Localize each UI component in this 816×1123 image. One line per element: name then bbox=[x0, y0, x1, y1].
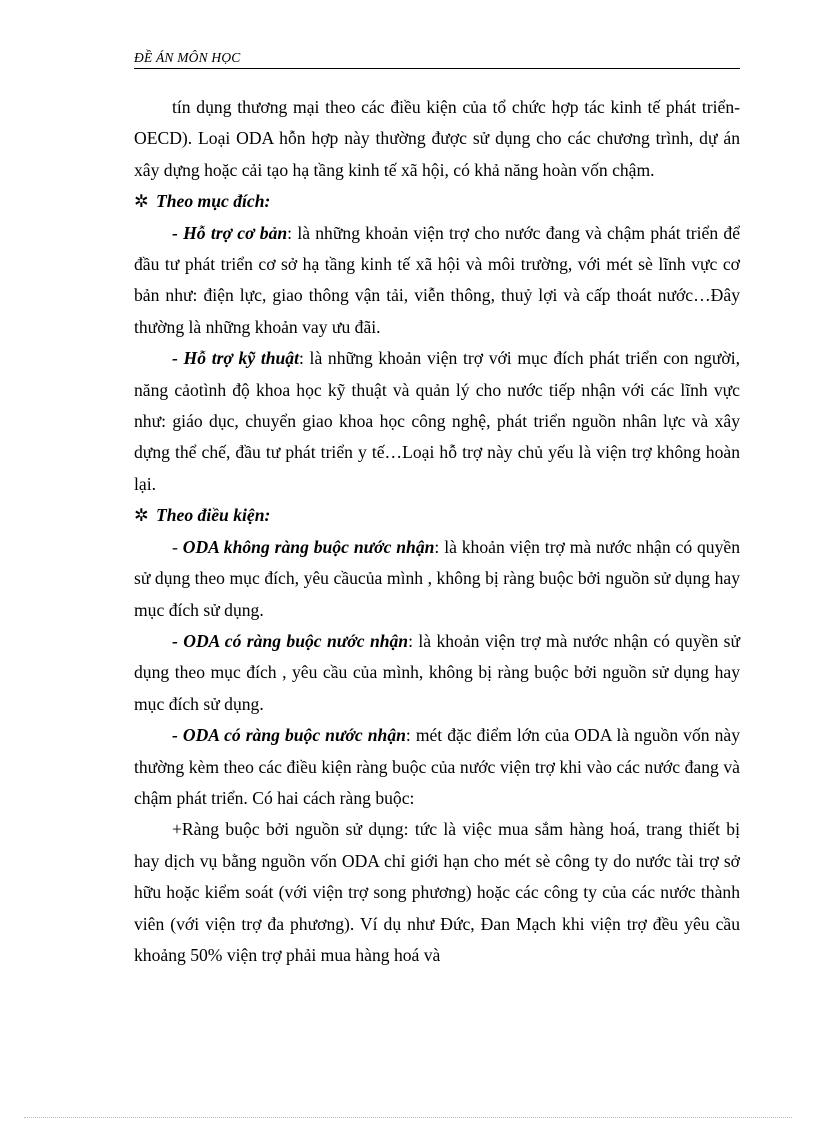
term-technical-support: - Hỗ trợ kỹ thuật bbox=[172, 348, 299, 369]
paragraph-tied-oda-1 bbox=[134, 626, 740, 720]
term-untied-oda: ODA không ràng buộc nước nhận bbox=[182, 536, 435, 557]
paragraph-untied-oda-text: : là khoản viện trợ mà nước nhận có quyền sử dụng theo mục đích, yêu cầucủa mình , không bị ràng buộc bởi nguồn sử dụng hay mục đích sử dụng. bbox=[134, 536, 740, 620]
section-heading-purpose bbox=[134, 186, 740, 217]
paragraph-untied-oda bbox=[134, 532, 740, 626]
paragraph-tied-by-source bbox=[134, 814, 740, 971]
page-bottom-divider bbox=[24, 1117, 792, 1118]
paragraph-technical-support-text: : là những khoản viện trợ với mục đích phát triển con người, năng cảotình độ khoa học kỹ thuật và quản lý cho nước tiếp nhận với các lĩnh vực như: giáo dục, chuyển giao khoa học công nghệ, phát triển nguồn nhân lực và xây dựng thể chế, đầu tư phát triển y tế…Loại hỗ trợ này chủ yếu là viện trợ không hoàn lại. bbox=[134, 348, 740, 494]
page-header bbox=[134, 48, 740, 69]
paragraph-tied-by-source-text: +Ràng buộc bởi nguồn sử dụng: tức là việc mua sắm hàng hoá, trang thiết bị hay dịch vụ bằng nguồn vốn ODA chỉ giới hạn cho mét sè công ty do nước tài trợ sở hữu hoặc kiểm soát (với viện trợ song phương) hoặc các công ty của các nước thành viên (với viện trợ đa phương). Ví dụ như Đức, Đan Mạch khi viện trợ đều yêu cầu khoảng 50% viện trợ phải mua hàng hoá và bbox=[134, 819, 740, 965]
term-tied-oda-1: - ODA có ràng buộc nước nhận bbox=[172, 630, 409, 651]
untied-prefix: - bbox=[172, 536, 183, 557]
paragraph-basic-support bbox=[134, 218, 740, 344]
document-body bbox=[134, 92, 740, 971]
paragraph-tied-oda-2-text: : mét đặc điểm lớn của ODA là nguồn vốn này thường kèm theo các điều kiện ràng buộc của nước viện trợ khi vào các nước đang và chậm phát triển. Có hai cách ràng buộc: bbox=[134, 725, 740, 808]
paragraph-tied-oda-1-text: : là khoản viện trợ mà nước nhận có quyền sử dụng theo mục đích , yêu cầu của mình, không bị ràng buộc bởi nguồn sử dụng hay mục đích sử dụng. bbox=[134, 630, 741, 714]
header-title: ĐỀ ÁN MÔN HỌC bbox=[134, 50, 241, 65]
paragraph-basic-support-text: : là những khoản viện trợ cho nước đang và chậm phát triển để đầu tư phát triển cơ sở hạ tầng kinh tế xã hội và môi trường, với mét sè lĩnh vực cơ bản như: điện lực, giao thông vận tải, viễn thông, thuỷ lợi và cấp thoát nước…Đây thường là những khoản vay ưu đãi. bbox=[134, 222, 741, 337]
paragraph-technical-support bbox=[134, 343, 740, 500]
term-tied-oda-2: - ODA có ràng buộc nước nhận bbox=[172, 725, 406, 746]
paragraph-1-text: tín dụng thương mại theo các điều kiện của tổ chức hợp tác kinh tế phát triển-OECD). Loại ODA hỗn hợp này thường được sử dụng cho các chương trình, dự án xây dựng hoặc cải tạo hạ tầng kinh tế xã hội, có khả năng hoàn vốn chậm. bbox=[134, 97, 740, 180]
section-heading-purpose-text: Theo mục đích: bbox=[156, 191, 271, 212]
asterisk-bullet-icon: ✲ bbox=[134, 191, 149, 212]
paragraph-1 bbox=[134, 92, 740, 186]
term-basic-support: - Hỗ trợ cơ bản bbox=[172, 222, 288, 243]
asterisk-bullet-icon: ✲ bbox=[134, 505, 149, 526]
paragraph-tied-oda-2 bbox=[134, 720, 740, 814]
section-heading-conditions bbox=[134, 500, 740, 531]
section-heading-conditions-text: Theo điều kiện: bbox=[156, 505, 271, 526]
